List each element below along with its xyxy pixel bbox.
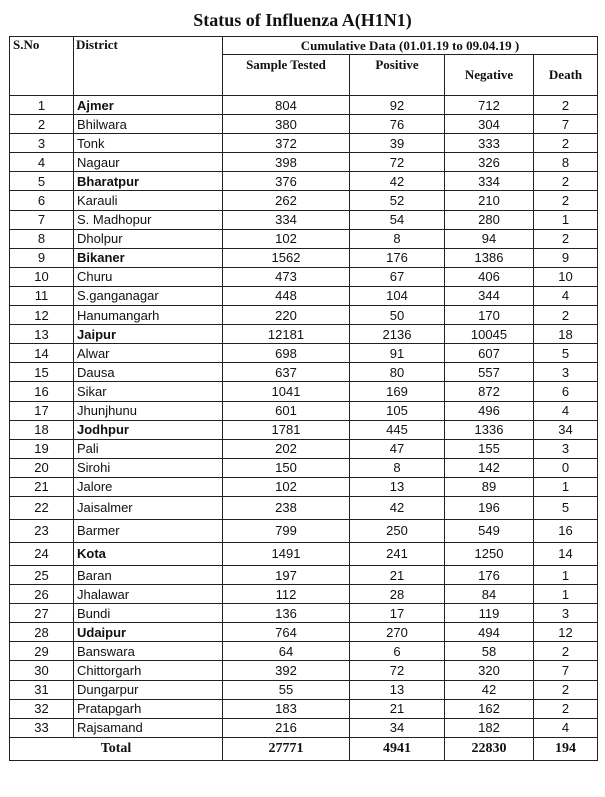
cell-sample-tested: 448: [223, 286, 350, 305]
cell-death: 2: [534, 642, 598, 661]
cell-negative: 406: [445, 267, 534, 286]
cell-sno: 21: [10, 477, 74, 496]
cell-negative: 210: [445, 191, 534, 210]
cell-sample-tested: 804: [223, 96, 350, 115]
cell-death: 4: [534, 286, 598, 305]
cell-positive: 250: [350, 519, 445, 542]
cell-death: 0: [534, 458, 598, 477]
cell-sno: 12: [10, 306, 74, 325]
cell-district: Banswara: [74, 642, 223, 661]
cell-positive: 50: [350, 306, 445, 325]
table-row: [10, 604, 598, 623]
cell-sample-tested: 1041: [223, 382, 350, 401]
cell-sno: 10: [10, 267, 74, 286]
cell-positive: 42: [350, 496, 445, 519]
cell-district: Bhilwara: [74, 115, 223, 134]
cell-sample-tested: 64: [223, 642, 350, 661]
cell-death: 4: [534, 718, 598, 737]
cell-sno: 32: [10, 699, 74, 718]
cell-negative: 10045: [445, 325, 534, 344]
cell-death: 8: [534, 153, 598, 172]
cell-death: 6: [534, 382, 598, 401]
cell-negative: 89: [445, 477, 534, 496]
table-row: [10, 439, 598, 458]
cell-sno: 27: [10, 604, 74, 623]
total-death: 194: [534, 737, 598, 760]
cell-sample-tested: 398: [223, 153, 350, 172]
cell-sample-tested: 1562: [223, 248, 350, 267]
cell-sample-tested: 372: [223, 134, 350, 153]
cell-positive: 2136: [350, 325, 445, 344]
cell-sample-tested: 102: [223, 477, 350, 496]
cell-sample-tested: 392: [223, 661, 350, 680]
cell-sample-tested: 12181: [223, 325, 350, 344]
cell-positive: 52: [350, 191, 445, 210]
cell-sample-tested: 764: [223, 623, 350, 642]
table-row: [10, 286, 598, 305]
cell-death: 1: [534, 210, 598, 229]
header-negative: Negative: [445, 55, 534, 96]
cell-positive: 17: [350, 604, 445, 623]
cell-sno: 20: [10, 458, 74, 477]
cell-district: Churu: [74, 267, 223, 286]
cell-negative: 84: [445, 585, 534, 604]
table-row: [10, 344, 598, 363]
table-body: [10, 96, 598, 738]
cell-sample-tested: 698: [223, 344, 350, 363]
cell-sample-tested: 637: [223, 363, 350, 382]
table-row: [10, 623, 598, 642]
cell-district: Jhunjhunu: [74, 401, 223, 420]
cell-positive: 21: [350, 565, 445, 584]
table-row: [10, 565, 598, 584]
table-row: [10, 325, 598, 344]
cell-negative: 872: [445, 382, 534, 401]
cell-district: Pali: [74, 439, 223, 458]
header-district: District: [74, 37, 223, 96]
cell-sno: 33: [10, 718, 74, 737]
table-row: [10, 191, 598, 210]
cell-district: Udaipur: [74, 623, 223, 642]
cell-sno: 1: [10, 96, 74, 115]
cell-sno: 2: [10, 115, 74, 134]
cell-positive: 8: [350, 458, 445, 477]
table-row: [10, 585, 598, 604]
cell-district: Jalore: [74, 477, 223, 496]
cell-positive: 42: [350, 172, 445, 191]
cell-negative: 196: [445, 496, 534, 519]
table-row: [10, 306, 598, 325]
table-row: [10, 229, 598, 248]
cell-sample-tested: 216: [223, 718, 350, 737]
h1n1-status-table: [9, 36, 598, 761]
cell-sno: 3: [10, 134, 74, 153]
cell-negative: 280: [445, 210, 534, 229]
cell-sample-tested: 1781: [223, 420, 350, 439]
cell-death: 3: [534, 439, 598, 458]
cell-sno: 23: [10, 519, 74, 542]
cell-positive: 8: [350, 229, 445, 248]
cell-district: Tonk: [74, 134, 223, 153]
cell-positive: 47: [350, 439, 445, 458]
cell-negative: 119: [445, 604, 534, 623]
cell-death: 2: [534, 680, 598, 699]
cell-sample-tested: 112: [223, 585, 350, 604]
cell-negative: 58: [445, 642, 534, 661]
cell-district: Nagaur: [74, 153, 223, 172]
cell-sample-tested: 1491: [223, 542, 350, 565]
table-row: [10, 248, 598, 267]
cell-positive: 76: [350, 115, 445, 134]
cell-district: Jodhpur: [74, 420, 223, 439]
cell-positive: 67: [350, 267, 445, 286]
cell-sno: 11: [10, 286, 74, 305]
cell-death: 1: [534, 477, 598, 496]
cell-district: Dausa: [74, 363, 223, 382]
cell-death: 3: [534, 604, 598, 623]
cell-district: Karauli: [74, 191, 223, 210]
cell-positive: 13: [350, 680, 445, 699]
cell-death: 2: [534, 229, 598, 248]
cell-district: Jaipur: [74, 325, 223, 344]
table-row: [10, 210, 598, 229]
cell-sno: 8: [10, 229, 74, 248]
cell-district: Dungarpur: [74, 680, 223, 699]
cell-district: Bundi: [74, 604, 223, 623]
table-row: [10, 519, 598, 542]
table-row: [10, 642, 598, 661]
cell-negative: 496: [445, 401, 534, 420]
cell-death: 9: [534, 248, 598, 267]
total-positive: 4941: [350, 737, 445, 760]
cell-negative: 494: [445, 623, 534, 642]
cell-sno: 15: [10, 363, 74, 382]
cell-district: Alwar: [74, 344, 223, 363]
cell-positive: 28: [350, 585, 445, 604]
cell-sno: 25: [10, 565, 74, 584]
table-row: [10, 172, 598, 191]
cell-negative: 1250: [445, 542, 534, 565]
table-row: [10, 401, 598, 420]
cell-positive: 104: [350, 286, 445, 305]
cell-positive: 270: [350, 623, 445, 642]
cell-death: 2: [534, 699, 598, 718]
cell-positive: 176: [350, 248, 445, 267]
cell-positive: 6: [350, 642, 445, 661]
header-death: Death: [534, 55, 598, 96]
cell-death: 2: [534, 134, 598, 153]
table-row: [10, 382, 598, 401]
cell-sno: 14: [10, 344, 74, 363]
cell-negative: 1386: [445, 248, 534, 267]
cell-negative: 162: [445, 699, 534, 718]
cell-district: Ajmer: [74, 96, 223, 115]
cell-negative: 304: [445, 115, 534, 134]
cell-sno: 5: [10, 172, 74, 191]
cell-negative: 170: [445, 306, 534, 325]
cell-sno: 31: [10, 680, 74, 699]
cell-death: 2: [534, 96, 598, 115]
cell-death: 1: [534, 565, 598, 584]
cell-negative: 326: [445, 153, 534, 172]
cell-sno: 17: [10, 401, 74, 420]
cell-death: 16: [534, 519, 598, 542]
cell-positive: 34: [350, 718, 445, 737]
cell-sno: 28: [10, 623, 74, 642]
cell-positive: 39: [350, 134, 445, 153]
cell-sample-tested: 334: [223, 210, 350, 229]
cell-district: Jaisalmer: [74, 496, 223, 519]
cell-death: 3: [534, 363, 598, 382]
cell-negative: 344: [445, 286, 534, 305]
cell-negative: 557: [445, 363, 534, 382]
header-sample-tested: Sample Tested: [223, 55, 350, 96]
cell-district: Sikar: [74, 382, 223, 401]
cell-negative: 549: [445, 519, 534, 542]
cell-death: 7: [534, 115, 598, 134]
cell-positive: 21: [350, 699, 445, 718]
cell-positive: 92: [350, 96, 445, 115]
cell-sample-tested: 55: [223, 680, 350, 699]
cell-positive: 54: [350, 210, 445, 229]
cell-district: Barmer: [74, 519, 223, 542]
cell-positive: 105: [350, 401, 445, 420]
cell-death: 18: [534, 325, 598, 344]
cell-sno: 4: [10, 153, 74, 172]
table-row: [10, 458, 598, 477]
cell-negative: 1336: [445, 420, 534, 439]
cell-negative: 176: [445, 565, 534, 584]
cell-sample-tested: 473: [223, 267, 350, 286]
cell-sno: 18: [10, 420, 74, 439]
cell-death: 2: [534, 172, 598, 191]
cell-death: 4: [534, 401, 598, 420]
table-row: [10, 153, 598, 172]
table-row: [10, 699, 598, 718]
cell-district: Hanumangarh: [74, 306, 223, 325]
cell-sno: 22: [10, 496, 74, 519]
cell-negative: 334: [445, 172, 534, 191]
cell-negative: 607: [445, 344, 534, 363]
table-row: [10, 718, 598, 737]
cell-sno: 24: [10, 542, 74, 565]
cell-sample-tested: 380: [223, 115, 350, 134]
cell-district: Dholpur: [74, 229, 223, 248]
cell-negative: 333: [445, 134, 534, 153]
cell-positive: 241: [350, 542, 445, 565]
cell-district: Baran: [74, 565, 223, 584]
cell-district: Sirohi: [74, 458, 223, 477]
cell-district: Rajsamand: [74, 718, 223, 737]
table-row: [10, 680, 598, 699]
cell-district: Kota: [74, 542, 223, 565]
cell-death: 5: [534, 496, 598, 519]
cell-death: 14: [534, 542, 598, 565]
header-cumulative: Cumulative Data (01.01.19 to 09.04.19 ): [223, 37, 598, 55]
cell-district: Jhalawar: [74, 585, 223, 604]
cell-positive: 80: [350, 363, 445, 382]
cell-positive: 91: [350, 344, 445, 363]
table-row: [10, 115, 598, 134]
cell-sno: 29: [10, 642, 74, 661]
table-row: [10, 96, 598, 115]
table-row: [10, 363, 598, 382]
cell-district: Chittorgarh: [74, 661, 223, 680]
cell-sample-tested: 136: [223, 604, 350, 623]
cell-negative: 712: [445, 96, 534, 115]
cell-negative: 142: [445, 458, 534, 477]
cell-sample-tested: 238: [223, 496, 350, 519]
cell-positive: 13: [350, 477, 445, 496]
total-label: Total: [10, 737, 223, 760]
cell-sample-tested: 150: [223, 458, 350, 477]
table-row: [10, 477, 598, 496]
cell-negative: 42: [445, 680, 534, 699]
cell-negative: 155: [445, 439, 534, 458]
cell-sample-tested: 183: [223, 699, 350, 718]
cell-sno: 9: [10, 248, 74, 267]
cell-negative: 182: [445, 718, 534, 737]
cell-death: 2: [534, 306, 598, 325]
table-row: [10, 496, 598, 519]
cell-sample-tested: 262: [223, 191, 350, 210]
cell-negative: 94: [445, 229, 534, 248]
cell-positive: 169: [350, 382, 445, 401]
cell-death: 1: [534, 585, 598, 604]
total-tested: 27771: [223, 737, 350, 760]
cell-sno: 7: [10, 210, 74, 229]
cell-district: Pratapgarh: [74, 699, 223, 718]
page-title: Status of Influenza A(H1N1): [193, 10, 412, 30]
header-positive: Positive: [350, 55, 445, 96]
cell-sno: 16: [10, 382, 74, 401]
cell-sno: 13: [10, 325, 74, 344]
cell-sno: 19: [10, 439, 74, 458]
cell-district: Bharatpur: [74, 172, 223, 191]
cell-district: Bikaner: [74, 248, 223, 267]
table-row: [10, 134, 598, 153]
cell-sno: 26: [10, 585, 74, 604]
table-row: [10, 267, 598, 286]
table-row: [10, 542, 598, 565]
cell-positive: 445: [350, 420, 445, 439]
cell-death: 5: [534, 344, 598, 363]
cell-district: S.ganganagar: [74, 286, 223, 305]
cell-death: 12: [534, 623, 598, 642]
cell-sample-tested: 197: [223, 565, 350, 584]
cell-sample-tested: 202: [223, 439, 350, 458]
cell-sample-tested: 220: [223, 306, 350, 325]
total-row: [10, 737, 598, 760]
cell-death: 7: [534, 661, 598, 680]
total-negative: 22830: [445, 737, 534, 760]
cell-sample-tested: 601: [223, 401, 350, 420]
cell-death: 34: [534, 420, 598, 439]
cell-sno: 6: [10, 191, 74, 210]
cell-sno: 30: [10, 661, 74, 680]
cell-district: S. Madhopur: [74, 210, 223, 229]
cell-sample-tested: 376: [223, 172, 350, 191]
cell-death: 10: [534, 267, 598, 286]
table-row: [10, 420, 598, 439]
cell-positive: 72: [350, 153, 445, 172]
header-sno: S.No: [10, 37, 74, 96]
table-row: [10, 661, 598, 680]
cell-sample-tested: 102: [223, 229, 350, 248]
cell-negative: 320: [445, 661, 534, 680]
cell-positive: 72: [350, 661, 445, 680]
cell-death: 2: [534, 191, 598, 210]
cell-sample-tested: 799: [223, 519, 350, 542]
